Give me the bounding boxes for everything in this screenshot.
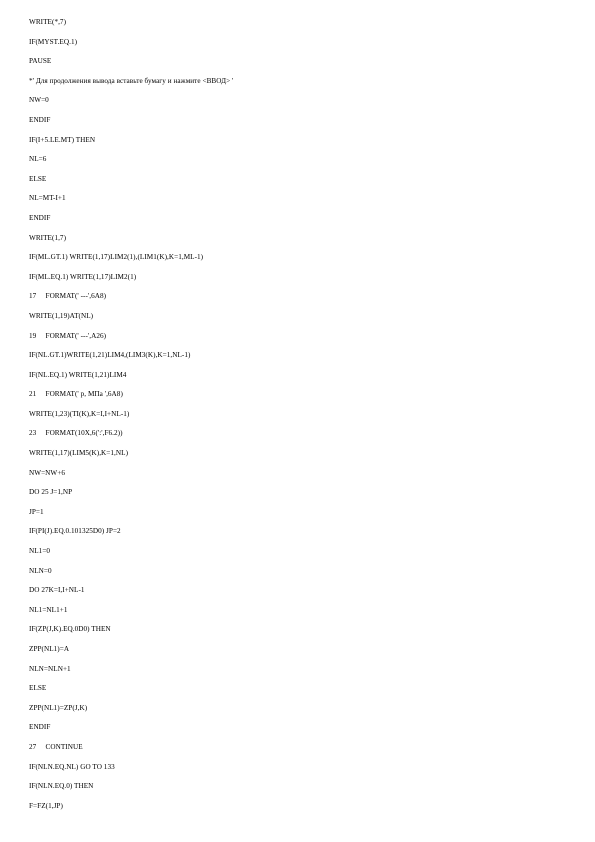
- code-line: 19 FORMAT(' ---',A26): [29, 331, 107, 340]
- code-line: ZPP(NL1)=A: [29, 645, 70, 653]
- code-line: ELSE: [29, 684, 47, 693]
- code-line: F=FZ(1,JP): [29, 801, 63, 810]
- code-line: JP=1: [29, 507, 44, 516]
- code-line: ELSE: [29, 174, 47, 183]
- code-line: ENDIF: [29, 723, 51, 732]
- code-line: WRITE(1,7): [29, 233, 67, 242]
- code-line: DO 27K=I,I+NL-1: [29, 586, 85, 595]
- code-line: IF(I+5.LE.MT) THEN: [29, 135, 96, 144]
- code-line: NW=NW+6: [29, 468, 65, 477]
- code-line: ZPP(NL1)=ZP(J,K): [29, 703, 88, 712]
- fortran-code-listing: [29, 17, 233, 820]
- code-line: PAUSE: [29, 57, 52, 66]
- code-line: NL1=NL1+1: [29, 605, 68, 614]
- code-line: IF(MYST.EQ.1): [29, 37, 78, 46]
- code-line: 21 FORMAT(' р, МПа ',6A8): [29, 390, 123, 399]
- code-line: IF(NL.GT.1)WRITE(1,21)LIM4,(LIM3(K),K=1,NL-1): [29, 351, 191, 360]
- code-line: IF(ZP(J,K).EQ.0D0) THEN: [29, 625, 111, 634]
- code-line: IF(ML.GT.1) WRITE(1,17)LIM2(1),(LIM1(K),K=1,ML-1): [29, 253, 204, 262]
- code-line: IF(PI(J).EQ.0.101325D0) JP=2: [29, 527, 121, 536]
- code-line: 17 FORMAT(' ---',6A8): [29, 292, 107, 301]
- code-line: WRITE(1,23)(TI(K),K=I,I+NL-1): [29, 409, 130, 418]
- code-line: NLN=NLN+1: [29, 664, 71, 673]
- code-line: *' Для продолжения вывода вставьте бумагу и нажмите <ВВОД> ': [29, 76, 234, 85]
- code-line: IF(NL.EQ.1) WRITE(1,21)LIM4: [29, 370, 127, 379]
- code-line: NL=6: [29, 155, 47, 164]
- code-line: NL1=0: [29, 547, 51, 556]
- code-line: NL=MT-I+1: [29, 194, 66, 203]
- code-line: WRITE(1,19)AT(NL): [29, 311, 94, 320]
- code-line: NW=0: [29, 96, 49, 105]
- code-line: IF(ML.EQ.1) WRITE(1,17)LIM2(1): [29, 272, 137, 281]
- code-line: IF(NLN.EQ.0) THEN: [29, 782, 94, 791]
- code-line: DO 25 J=1,NP: [29, 488, 73, 497]
- code-line: NLN=0: [29, 566, 52, 575]
- code-line: WRITE(*,7): [29, 18, 67, 26]
- code-line: 23 FORMAT(10X,6(':',F6.2)): [29, 429, 123, 438]
- code-line: IF(NLN.EQ.NL) GO TO 133: [29, 762, 115, 771]
- code-line: 27 CONTINUE: [29, 742, 83, 751]
- code-line: ENDIF: [29, 115, 51, 124]
- code-line: WRITE(1,17)(LIM5(K),K=1,NL): [29, 449, 129, 458]
- code-line: ENDIF: [29, 213, 51, 222]
